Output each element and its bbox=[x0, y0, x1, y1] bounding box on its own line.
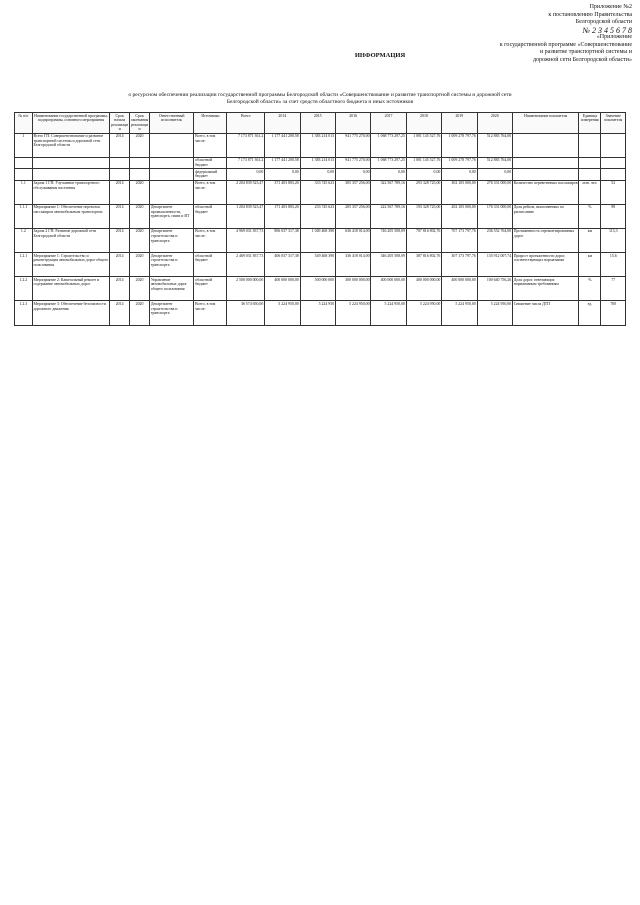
cell-y2014: 806 037 317,38 bbox=[265, 228, 300, 252]
cell-ind: Доля рейсов, выполненных по расписанию bbox=[512, 204, 578, 228]
col-header: Единица измерения bbox=[579, 113, 601, 134]
col-header: 2018 bbox=[406, 113, 441, 134]
header-line: и развитие транспортной системы и bbox=[539, 49, 632, 55]
table-header-row bbox=[15, 113, 626, 134]
cell-no: 1.2.3 bbox=[15, 301, 33, 325]
cell-y2020: 176 331 000,00 bbox=[477, 204, 512, 228]
table-row bbox=[15, 253, 626, 277]
cell-start: 2014 bbox=[110, 253, 130, 277]
cell-y2020: 0,00 bbox=[477, 169, 512, 180]
cell-unit: млн. чел. bbox=[579, 180, 601, 204]
cell-y2015: 0,00 bbox=[300, 169, 335, 180]
cell-no: 1.1.1 bbox=[15, 204, 33, 228]
cell-src: Всего, в том числе: bbox=[194, 133, 227, 157]
cell-resp bbox=[150, 133, 194, 157]
cell-end bbox=[130, 157, 150, 168]
cell-y2020: 512 883 764,00 bbox=[477, 157, 512, 168]
cell-start: 2014 bbox=[110, 133, 130, 157]
cell-ind: Протяженность отремонтированных дорог bbox=[512, 228, 578, 252]
header-line: Белгородской области bbox=[575, 19, 632, 25]
cell-ind: Доля дорог, отвечающих нормативным требованиям bbox=[512, 277, 578, 301]
cell-src: федеральный бюджет bbox=[194, 169, 227, 180]
cell-y2015: 1 383 214 013 bbox=[300, 133, 335, 157]
cell-y2017: 5 224 950,00 bbox=[371, 301, 406, 325]
document-subtitle: о ресурсном обеспечении реализации государственной программы Белгородской области «Совершенствование и развитие транспортной системы и дорожной сети Белгородской области» за счет средств областного бюджета и иных источников bbox=[128, 92, 512, 105]
cell-resp: Департамент строительства и транспорта bbox=[150, 228, 194, 252]
cell-end: 2020 bbox=[130, 277, 150, 301]
cell-val: 77 bbox=[601, 277, 626, 301]
cell-total: 7 173 871 361,2 bbox=[227, 157, 265, 168]
table-row bbox=[15, 169, 626, 180]
cell-val bbox=[601, 157, 626, 168]
col-header: 2016 bbox=[335, 113, 370, 134]
cell-no bbox=[15, 169, 33, 180]
cell-val: 700 bbox=[601, 301, 626, 325]
cell-y2016: 305 357 256,00 bbox=[335, 180, 370, 204]
cell-resp bbox=[150, 157, 194, 168]
col-header: 2020 bbox=[477, 113, 512, 134]
col-header: Всего bbox=[227, 113, 265, 134]
col-header: 2014 bbox=[265, 113, 300, 134]
cell-name: Мероприятие 3: Обеспечение безопасности дорожного движения bbox=[32, 301, 109, 325]
cell-y2015: 500 000 000 bbox=[300, 277, 335, 301]
cell-y2015: 1 383 214 013 bbox=[300, 157, 335, 168]
cell-y2016: 636 418 014,00 bbox=[335, 228, 370, 252]
cell-y2016: 300 000 000,00 bbox=[335, 277, 370, 301]
cell-y2014: 406 037 317,38 bbox=[265, 253, 300, 277]
table-body bbox=[15, 133, 626, 325]
cell-src: Всего, в том числе: bbox=[194, 301, 227, 325]
cell-unit: % bbox=[579, 204, 601, 228]
cell-val bbox=[601, 169, 626, 180]
cell-y2014: 0,00 bbox=[265, 169, 300, 180]
cell-y2014: 1 177 441 200,58 bbox=[265, 157, 300, 168]
cell-y2019: 5 224 950,00 bbox=[442, 301, 477, 325]
cell-y2020: 512 883 764,00 bbox=[477, 133, 512, 157]
cell-start bbox=[110, 169, 130, 180]
cell-src: областной бюджет bbox=[194, 157, 227, 168]
cell-start: 2014 bbox=[110, 204, 130, 228]
cell-y2018: 1 081 145 527,76 bbox=[406, 157, 441, 168]
cell-y2015: 333 745 623 bbox=[300, 180, 335, 204]
cell-y2015: 549 468 390 bbox=[300, 253, 335, 277]
cell-total: 0,00 bbox=[227, 169, 265, 180]
cell-y2017: 0,00 bbox=[371, 169, 406, 180]
cell-y2017: 346 205 508,09 bbox=[371, 253, 406, 277]
cell-y2014: 400 000 000,00 bbox=[265, 277, 300, 301]
cell-end: 2020 bbox=[130, 228, 150, 252]
cell-y2020: 100 640 756,26 bbox=[477, 277, 512, 301]
cell-val: 52 bbox=[601, 180, 626, 204]
cell-no: 1.2.1 bbox=[15, 253, 33, 277]
cell-y2019: 307 173 797,76 bbox=[442, 253, 477, 277]
cell-name: Мероприятие 1: Строительство и реконструкция автомобильных дорог общего пользования bbox=[32, 253, 109, 277]
cell-name: Мероприятие 2: Капитальный ремонт и содержание автомобильных дорог bbox=[32, 277, 109, 301]
cell-name: Мероприятие 1: Обеспечение перевозок пассажиров автомобильным транспортом bbox=[32, 204, 109, 228]
col-header: Источники bbox=[194, 113, 227, 134]
cell-unit: % bbox=[579, 277, 601, 301]
cell-y2016: 205 357 256,00 bbox=[335, 204, 370, 228]
cell-y2017: 400 000 000,00 bbox=[371, 277, 406, 301]
col-header: 2015 bbox=[300, 113, 335, 134]
cell-src: областной бюджет bbox=[194, 204, 227, 228]
cell-end: 2020 bbox=[130, 133, 150, 157]
cell-val: 113,3 bbox=[601, 228, 626, 252]
cell-y2018: 387 816 802,76 bbox=[406, 253, 441, 277]
col-header: Значение показателя bbox=[601, 113, 626, 134]
cell-y2018: 293 328 725,00 bbox=[406, 180, 441, 204]
cell-y2019: 707 173 797,76 bbox=[442, 228, 477, 252]
cell-y2018: 193 328 725,00 bbox=[406, 204, 441, 228]
cell-y2020: 276 331 000,00 bbox=[477, 180, 512, 204]
cell-val: 15,6 bbox=[601, 253, 626, 277]
cell-y2016: 0,00 bbox=[335, 169, 370, 180]
cell-resp: Департамент промышленности, транспорта, связи и ИТ bbox=[150, 204, 194, 228]
cell-unit: ед. bbox=[579, 301, 601, 325]
header-line: к постановлению Правительства bbox=[548, 11, 632, 18]
cell-src: областной бюджет bbox=[194, 277, 227, 301]
col-header: 2017 bbox=[371, 113, 406, 134]
cell-name bbox=[32, 157, 109, 168]
cell-total: 2 469 031 837,73 bbox=[227, 253, 265, 277]
cell-y2019: 1 009 278 797,76 bbox=[442, 157, 477, 168]
table-row bbox=[15, 133, 626, 157]
cell-y2020: 135 912 007,74 bbox=[477, 253, 512, 277]
cell-start: 2014 bbox=[110, 277, 130, 301]
cell-y2019: 1 009 278 797,76 bbox=[442, 133, 477, 157]
cell-src: Всего, в том числе: bbox=[194, 180, 227, 204]
cell-start bbox=[110, 157, 130, 168]
cell-unit: км bbox=[579, 228, 601, 252]
cell-ind bbox=[512, 157, 578, 168]
cell-start: 2014 bbox=[110, 180, 130, 204]
cell-resp: Департамент строительства и транспорта bbox=[150, 253, 194, 277]
signature-date: № 2 3 4 5 6 7 8 bbox=[582, 25, 632, 35]
cell-val: 98 bbox=[601, 204, 626, 228]
cell-end bbox=[130, 169, 150, 180]
cell-no bbox=[15, 157, 33, 168]
header-line: дорожной сети Белгородской области» bbox=[532, 56, 632, 63]
table-row bbox=[15, 228, 626, 252]
cell-val bbox=[601, 133, 626, 157]
cell-unit bbox=[579, 169, 601, 180]
header-line: «Приложение bbox=[596, 34, 632, 40]
cell-unit bbox=[579, 157, 601, 168]
cell-y2015: 1 049 468 390 bbox=[300, 228, 335, 252]
cell-no: 1 bbox=[15, 133, 33, 157]
cell-no: 1.2 bbox=[15, 228, 33, 252]
cell-y2018: 5 224 950,00 bbox=[406, 301, 441, 325]
cell-y2017: 322 567 789,16 bbox=[371, 180, 406, 204]
table-row bbox=[15, 180, 626, 204]
col-header: Наименование показателя bbox=[512, 113, 578, 134]
cell-name bbox=[32, 169, 109, 180]
col-header: № п/п bbox=[15, 113, 33, 134]
table-row bbox=[15, 204, 626, 228]
cell-y2017: 1 068 773 297,25 bbox=[371, 133, 406, 157]
table-row bbox=[15, 277, 626, 301]
cell-y2019: 302 105 000,00 bbox=[442, 180, 477, 204]
cell-y2016: 941 775 270,00 bbox=[335, 157, 370, 168]
cell-y2019: 0,00 bbox=[442, 169, 477, 180]
cell-total: 1 204 839 523,47 bbox=[227, 204, 265, 228]
cell-start: 2014 bbox=[110, 228, 130, 252]
table-row bbox=[15, 301, 626, 325]
cell-unit: км bbox=[579, 253, 601, 277]
cell-resp: Департамент строительства и транспорта bbox=[150, 301, 194, 325]
col-header: Наименование государственной программы, подпрограммы, основного мероприятия bbox=[32, 113, 109, 134]
cell-end: 2020 bbox=[130, 301, 150, 325]
col-header: Ответственный исполнитель bbox=[150, 113, 194, 134]
cell-total: 2 500 000 000,00 bbox=[227, 277, 265, 301]
cell-y2020: 236 552 764,00 bbox=[477, 228, 512, 252]
cell-ind: Снижение числа ДТП bbox=[512, 301, 578, 325]
col-header: Срок окончания реализации bbox=[130, 113, 149, 132]
cell-y2016: 941 775 270,00 bbox=[335, 133, 370, 157]
cell-src: Всего, в том числе: bbox=[194, 228, 227, 252]
cell-resp bbox=[150, 169, 194, 180]
cell-name: Задача 2 ГП: Развитие дорожной сети Белгородской области bbox=[32, 228, 109, 252]
cell-y2017: 746 205 508,09 bbox=[371, 228, 406, 252]
cell-ind: Количество перевезенных пассажиров bbox=[512, 180, 578, 204]
cell-end: 2020 bbox=[130, 180, 150, 204]
col-header: Срок начала реализации bbox=[111, 113, 129, 132]
cell-y2016: 336 418 014,00 bbox=[335, 253, 370, 277]
cell-y2018: 1 081 145 527,76 bbox=[406, 133, 441, 157]
cell-unit bbox=[579, 133, 601, 157]
table-row bbox=[15, 157, 626, 168]
cell-y2015: 5 224 950 bbox=[300, 301, 335, 325]
header-line: к государственной программе «Совершенствование bbox=[499, 41, 632, 48]
cell-y2014: 5 224 950,00 bbox=[265, 301, 300, 325]
resource-table bbox=[14, 112, 626, 326]
cell-resp: Управление автомобильных дорог общего пользования bbox=[150, 277, 194, 301]
cell-y2020: 5 224 950,00 bbox=[477, 301, 512, 325]
cell-ind: Прирост протяженности дорог, соответствующих нормативам bbox=[512, 253, 578, 277]
cell-y2014: 371 403 883,20 bbox=[265, 180, 300, 204]
cell-y2019: 202 105 000,00 bbox=[442, 204, 477, 228]
document-title: ИНФОРМАЦИЯ bbox=[354, 52, 406, 59]
cell-ind bbox=[512, 169, 578, 180]
cell-y2017: 1 068 773 297,25 bbox=[371, 157, 406, 168]
cell-total: 4 969 031 837,73 bbox=[227, 228, 265, 252]
cell-end: 2020 bbox=[130, 253, 150, 277]
cell-y2018: 400 000 000,00 bbox=[406, 277, 441, 301]
cell-y2016: 5 224 950,00 bbox=[335, 301, 370, 325]
cell-name: Задача 1 ГП: Улучшение транспортного обслуживания населения bbox=[32, 180, 109, 204]
cell-name: Всего ГП: Совершенствование и развитие транспортной системы и дорожной сети Белгородской области bbox=[32, 133, 109, 157]
cell-y2018: 0,00 bbox=[406, 169, 441, 180]
col-header: 2019 bbox=[442, 113, 477, 134]
cell-total: 36 574 650,00 bbox=[227, 301, 265, 325]
cell-total: 2 204 839 523,47 bbox=[227, 180, 265, 204]
cell-y2017: 222 567 789,16 bbox=[371, 204, 406, 228]
cell-y2015: 233 745 623 bbox=[300, 204, 335, 228]
header-line: Приложение №2 bbox=[589, 4, 632, 10]
cell-y2019: 400 000 000,00 bbox=[442, 277, 477, 301]
cell-src: областной бюджет bbox=[194, 253, 227, 277]
cell-total: 7 173 871 361,2 bbox=[227, 133, 265, 157]
cell-y2014: 171 403 883,20 bbox=[265, 204, 300, 228]
cell-resp bbox=[150, 180, 194, 204]
cell-y2014: 1 177 441 200,58 bbox=[265, 133, 300, 157]
cell-y2018: 787 816 802,76 bbox=[406, 228, 441, 252]
cell-no: 1.1 bbox=[15, 180, 33, 204]
cell-no: 1.2.2 bbox=[15, 277, 33, 301]
cell-end: 2020 bbox=[130, 204, 150, 228]
cell-start: 2014 bbox=[110, 301, 130, 325]
cell-ind bbox=[512, 133, 578, 157]
